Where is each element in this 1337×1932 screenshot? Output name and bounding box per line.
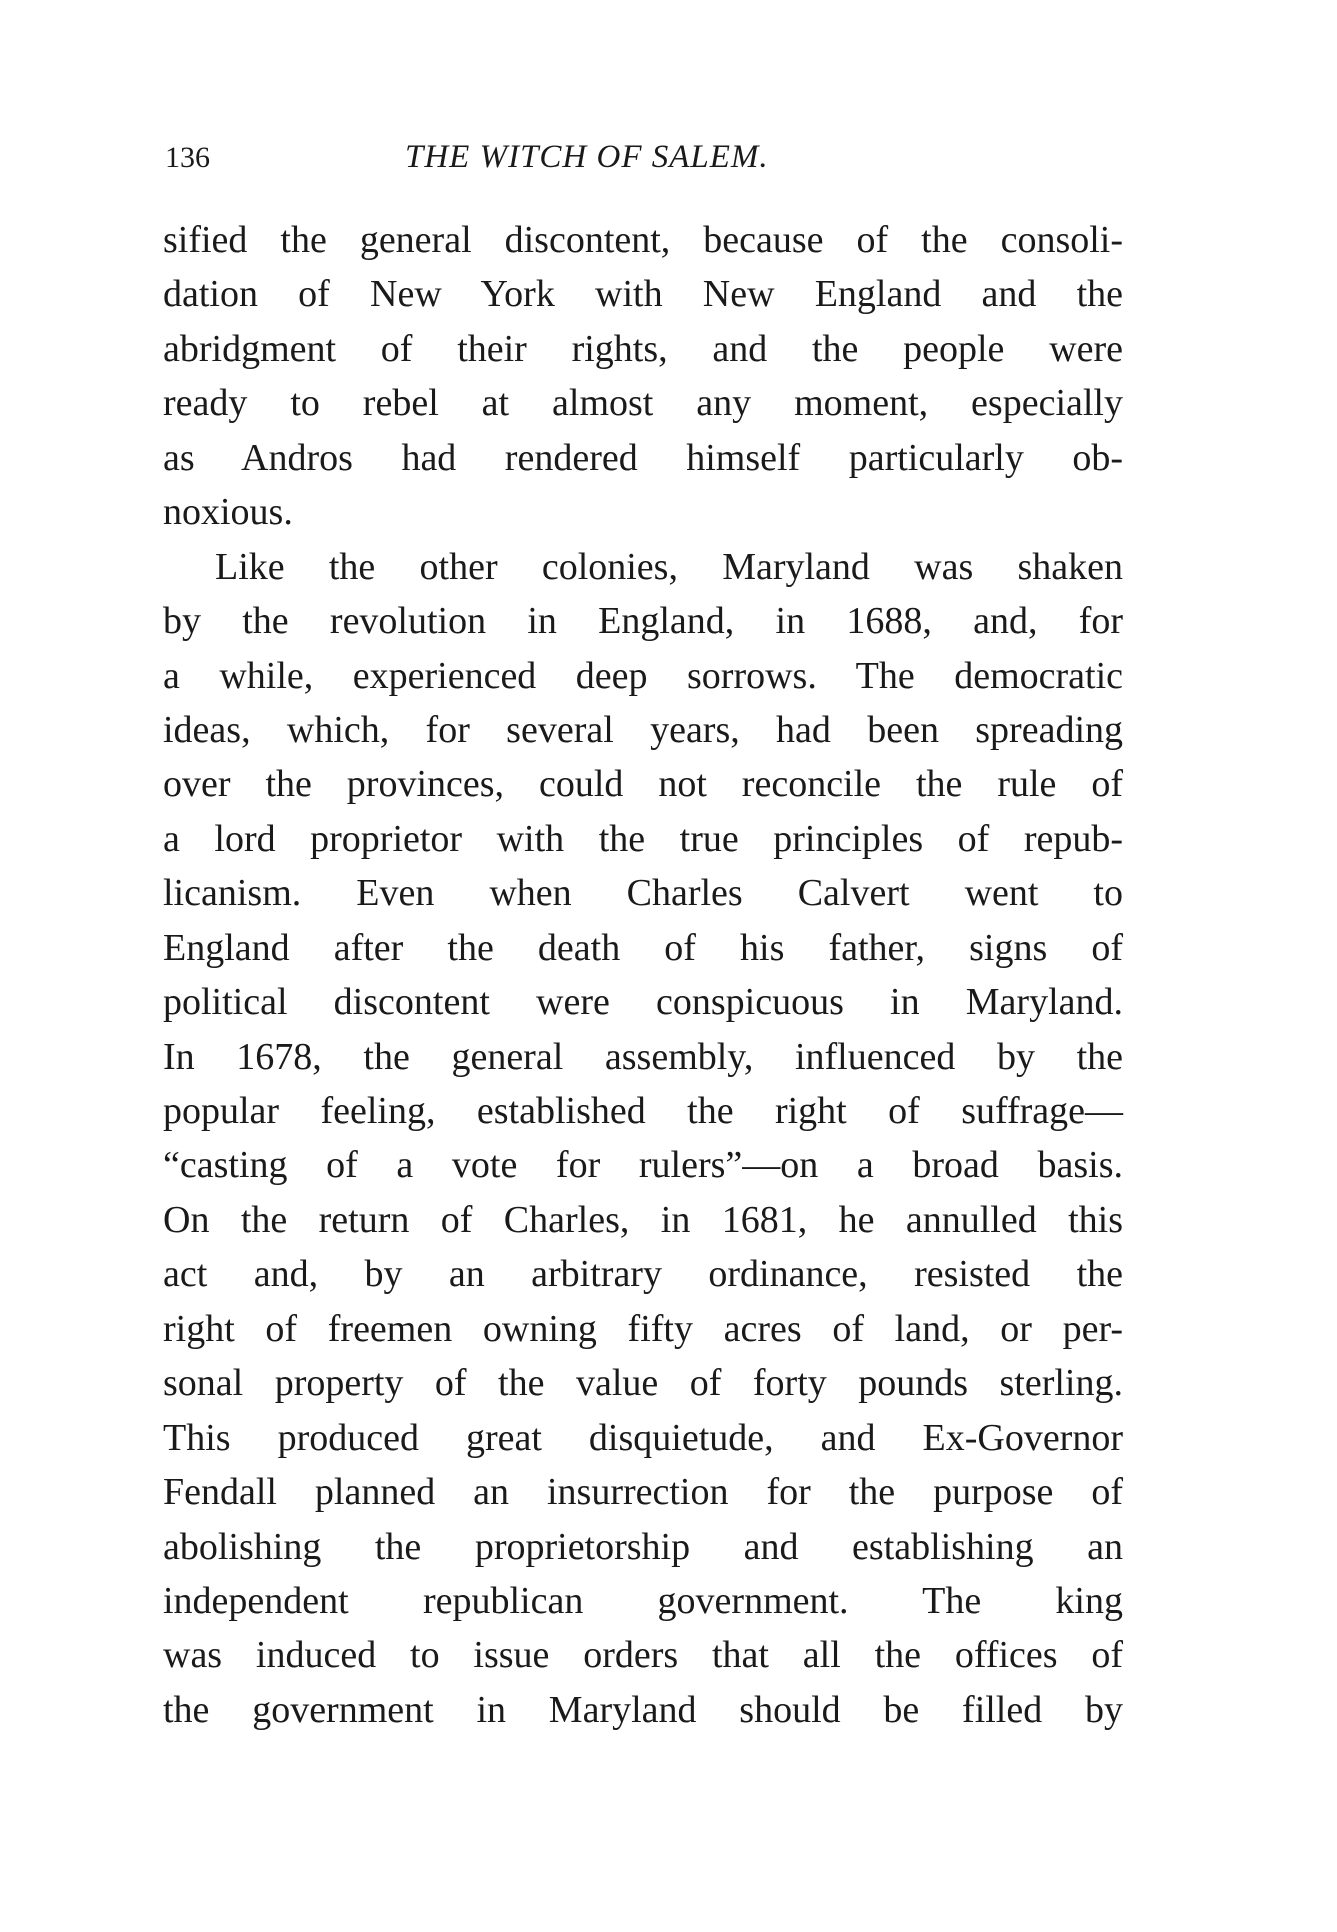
text-line: ideas, which, for several years, had been spreading: [163, 708, 1123, 751]
text-line: licanism. Even when Charles Calvert went to: [163, 872, 1123, 915]
text-line: a lord proprietor with the true principles of repub-: [163, 817, 1123, 860]
text-line: independent republican government. The king: [163, 1579, 1123, 1622]
text-line: as Andros had rendered himself particularly ob-: [163, 436, 1123, 479]
text-line: In 1678, the general assembly, influenced by the: [163, 1035, 1123, 1078]
text-line: by the revolution in England, in 1688, and, for: [163, 600, 1123, 643]
text-line: On the return of Charles, in 1681, he annulled this: [163, 1198, 1123, 1241]
text-line: “casting of a vote for rulers”—on a broad basis.: [163, 1144, 1123, 1187]
text-line: abolishing the proprietorship and establishing an: [163, 1525, 1123, 1568]
running-head: [165, 128, 1125, 184]
text-line: right of freemen owning fifty acres of land, or per-: [163, 1307, 1123, 1350]
text-line: ready to rebel at almost any moment, especially: [163, 382, 1123, 425]
text-line: abridgment of their rights, and the people were: [163, 327, 1123, 370]
body-text: [163, 213, 1123, 1737]
text-line: over the provinces, could not reconcile the rule of: [163, 763, 1123, 806]
text-line: sified the general discontent, because of the consoli-: [163, 219, 1123, 261]
text-line: This produced great disquietude, and Ex-Governor: [163, 1416, 1123, 1459]
text-line: dation of New York with New England and the: [163, 273, 1123, 316]
text-line: act and, by an arbitrary ordinance, resisted the: [163, 1253, 1123, 1296]
text-line: was induced to issue orders that all the offices of: [163, 1634, 1123, 1677]
text-line: the government in Maryland should be filled by: [163, 1688, 1123, 1731]
running-title: THE WITCH OF SALEM.: [405, 139, 769, 175]
text-line: sonal property of the value of forty pounds sterling.: [163, 1362, 1123, 1405]
text-line: a while, experienced deep sorrows. The democratic: [163, 654, 1123, 697]
paragraph-start-line: Like the other colonies, Maryland was shaken: [215, 545, 1123, 588]
text-line: England after the death of his father, signs of: [163, 926, 1123, 969]
text-line: political discontent were conspicuous in Maryland.: [163, 981, 1123, 1024]
text-line: popular feeling, established the right of suffrage—: [163, 1090, 1123, 1132]
text-line: noxious.: [163, 491, 293, 534]
text-line: Fendall planned an insurrection for the purpose of: [163, 1471, 1123, 1514]
page-number: 136: [165, 141, 210, 174]
